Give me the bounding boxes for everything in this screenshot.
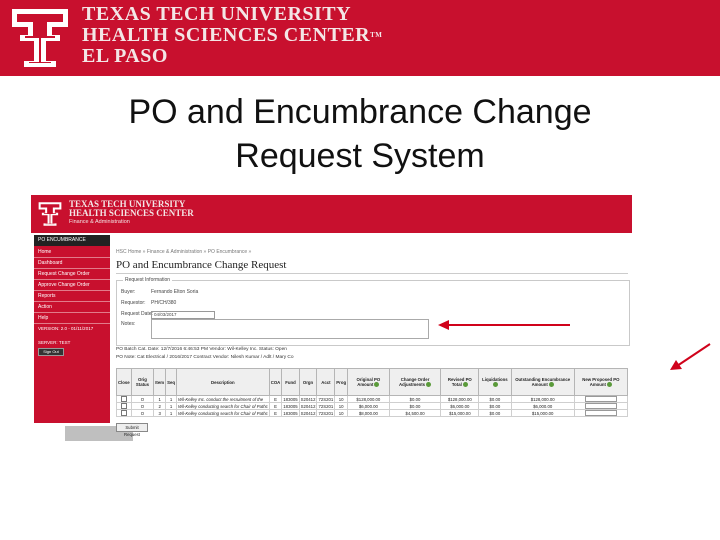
info-icon[interactable] xyxy=(463,382,468,387)
slide-title-line-2: Request System xyxy=(235,137,485,175)
col-change-order-adjustments: Change Order Adjustments xyxy=(389,369,441,396)
col-close: Close xyxy=(117,369,132,396)
requestor-value: PH/CH/380 xyxy=(151,300,177,306)
close-checkbox[interactable] xyxy=(117,396,132,403)
cell: 10 xyxy=(335,396,348,403)
sidebar-heading: PO ENCUMBRANCE xyxy=(34,235,110,246)
cell: $0.00 xyxy=(479,396,511,403)
col-acct: Acct xyxy=(317,369,335,396)
cell: Wil-Kelley Inc. conduct the recruitment of the xyxy=(176,396,269,403)
slide-banner xyxy=(0,0,720,76)
slide-title xyxy=(0,90,720,178)
col-prog: Prog xyxy=(335,369,348,396)
app-header-line-2: HEALTH SCIENCES CENTER xyxy=(69,208,194,218)
double-t-logo-icon xyxy=(8,5,72,71)
cell: S20412 xyxy=(300,403,316,409)
buyer-label: Buyer: xyxy=(121,289,136,295)
sidebar-item-approve-change-order[interactable]: Approve Change Order xyxy=(34,280,110,291)
request-info-fieldset xyxy=(116,277,630,346)
app-header xyxy=(31,195,632,233)
po-info-line-1: PO Batch Cat. Date: 12/7/2016 6:46:53 PM Vendor: Wil-Kelley Inc. Status: Open xyxy=(116,347,287,352)
trademark-mark: TM xyxy=(370,31,383,39)
sidebar-item-help[interactable]: Help xyxy=(34,313,110,324)
cell: 1 xyxy=(166,396,177,403)
cell: $6,000.00 xyxy=(441,403,479,410)
info-icon[interactable] xyxy=(607,382,612,387)
info-icon[interactable] xyxy=(426,382,431,387)
fieldset-legend: Request Information xyxy=(125,277,171,283)
sidebar-item-action[interactable]: Action xyxy=(34,302,110,313)
cell: 10 xyxy=(335,410,348,417)
cell: 72S201 xyxy=(318,410,334,416)
info-icon[interactable] xyxy=(374,382,379,387)
cell: 1 xyxy=(154,396,166,403)
sidebar-server-status: SERVER: TEST xyxy=(38,340,71,345)
banner-line-2: HEALTH SCIENCES CENTER™ xyxy=(82,24,383,46)
cell: $4,500.00 xyxy=(389,410,441,417)
app-header-line-1: TEXAS TECH UNIVERSITY xyxy=(69,199,186,209)
app-main xyxy=(113,235,632,445)
info-icon[interactable] xyxy=(549,382,554,387)
cell: 3 xyxy=(154,410,166,417)
cell: 1 xyxy=(166,410,177,417)
submit-request-button[interactable]: Submit Request xyxy=(116,423,148,432)
cell: O xyxy=(131,403,154,410)
buyer-value: Fernando Elton Soria xyxy=(151,289,199,295)
cell: 10 xyxy=(335,403,348,410)
sidebar-version: VERSION: 2.0 - 01/11/2017 xyxy=(38,326,94,331)
col-original-po-amount: Original PO Amount xyxy=(348,369,390,396)
cell: $15,000.00 xyxy=(511,410,574,417)
po-items-table xyxy=(116,368,628,417)
new-amount-input[interactable] xyxy=(574,410,627,417)
cell: $6,000.00 xyxy=(348,403,390,410)
request-date-label: Request Date: xyxy=(121,311,153,317)
col-outstanding-encumbrance: Outstanding Encumbrance Amount xyxy=(511,369,574,396)
banner-institution-name xyxy=(82,4,382,67)
annotation-arrow-new-amount-icon xyxy=(668,342,712,372)
slide-title-line-1: PO and Encumbrance Change xyxy=(128,93,592,131)
new-amount-input[interactable] xyxy=(574,403,627,410)
app-header-title xyxy=(69,200,194,227)
info-icon[interactable] xyxy=(493,382,498,387)
cell: O xyxy=(131,410,154,417)
col-description: Description xyxy=(176,369,269,396)
cell: 2 xyxy=(154,403,166,410)
col-item: Item xyxy=(154,369,166,396)
request-date-input[interactable]: 04/03/2017 xyxy=(151,311,215,319)
cell: $0.00 xyxy=(479,403,511,410)
app-sidebar xyxy=(34,235,110,423)
cell: S20412 xyxy=(300,396,316,402)
col-liquidations: Liquidations xyxy=(479,369,511,396)
cell: E xyxy=(269,403,282,410)
cell: E xyxy=(269,396,282,403)
cell: $15,000.00 xyxy=(441,410,479,417)
cell: $128,000.00 xyxy=(348,396,390,403)
notes-textarea[interactable] xyxy=(151,319,429,339)
new-amount-input[interactable] xyxy=(574,396,627,403)
banner-line-3: EL PASO xyxy=(82,45,168,67)
table-row xyxy=(117,403,628,410)
sign-out-button[interactable]: Sign Out xyxy=(38,348,64,356)
cell: Wil-Kelley conducting search for Chair of Pathc xyxy=(177,410,268,416)
cell: 1 xyxy=(166,403,177,410)
sidebar-item-request-change-order[interactable]: Request Change Order xyxy=(34,269,110,280)
col-revised-po-total: Revised PO Total xyxy=(441,369,479,396)
notes-label: Notes: xyxy=(121,321,136,327)
divider xyxy=(116,273,628,274)
close-checkbox[interactable] xyxy=(117,410,132,417)
col-orig-status: Orig Status xyxy=(131,369,154,396)
cell: $8,000.00 xyxy=(348,410,390,417)
cell: O xyxy=(131,396,154,403)
cell: Wil-Kelley conducting search for Chair of Pathc xyxy=(177,403,268,409)
cell: S20412 xyxy=(300,410,316,416)
page-title: PO and Encumbrance Change Request xyxy=(116,259,287,271)
po-info-line-2: PO Note: Cat Electrical / 2016/2017 Contract Vendor: Nilesh Kumar / Adlt / Mary Co xyxy=(116,355,294,360)
annotation-arrow-notes-icon xyxy=(436,318,572,334)
requestor-label: Requestor: xyxy=(121,300,146,306)
table-row xyxy=(117,396,628,403)
col-new-proposed-po-amount: New Proposed PO Amount xyxy=(574,369,627,396)
col-orgn: Orgn xyxy=(299,369,317,396)
banner-line-1: TEXAS TECH UNIVERSITY xyxy=(82,3,352,25)
sidebar-item-dashboard[interactable]: Dashboard xyxy=(34,258,110,269)
col-seq: Seq xyxy=(166,369,177,396)
cell: $0.00 xyxy=(389,396,441,403)
cell: 183005 xyxy=(283,396,298,402)
cell: $6,000.00 xyxy=(511,403,574,410)
table-row xyxy=(117,410,628,417)
col-coa: COA xyxy=(269,369,282,396)
sidebar-item-reports[interactable]: Reports xyxy=(34,291,110,302)
cell: $0.00 xyxy=(389,403,441,410)
sidebar-item-home[interactable]: Home xyxy=(34,247,110,258)
app-header-line-3: Finance & Administration xyxy=(69,219,130,225)
cell: E xyxy=(269,410,282,417)
col-fund: Fund xyxy=(282,369,299,396)
cell: 72S201 xyxy=(318,403,334,409)
cell: 183005 xyxy=(283,410,298,416)
breadcrumb[interactable]: HSC Home » Finance & Administration » PO Encumbrance » xyxy=(116,249,252,255)
cell: $128,000.00 xyxy=(511,396,574,403)
double-t-logo-icon xyxy=(37,200,63,228)
table-header-row xyxy=(117,369,628,396)
cell: $128,000.00 xyxy=(441,396,479,403)
cell: 72S201 xyxy=(318,396,334,402)
cell: 183005 xyxy=(283,403,298,409)
close-checkbox[interactable] xyxy=(117,403,132,410)
cell: $0.00 xyxy=(479,410,511,417)
